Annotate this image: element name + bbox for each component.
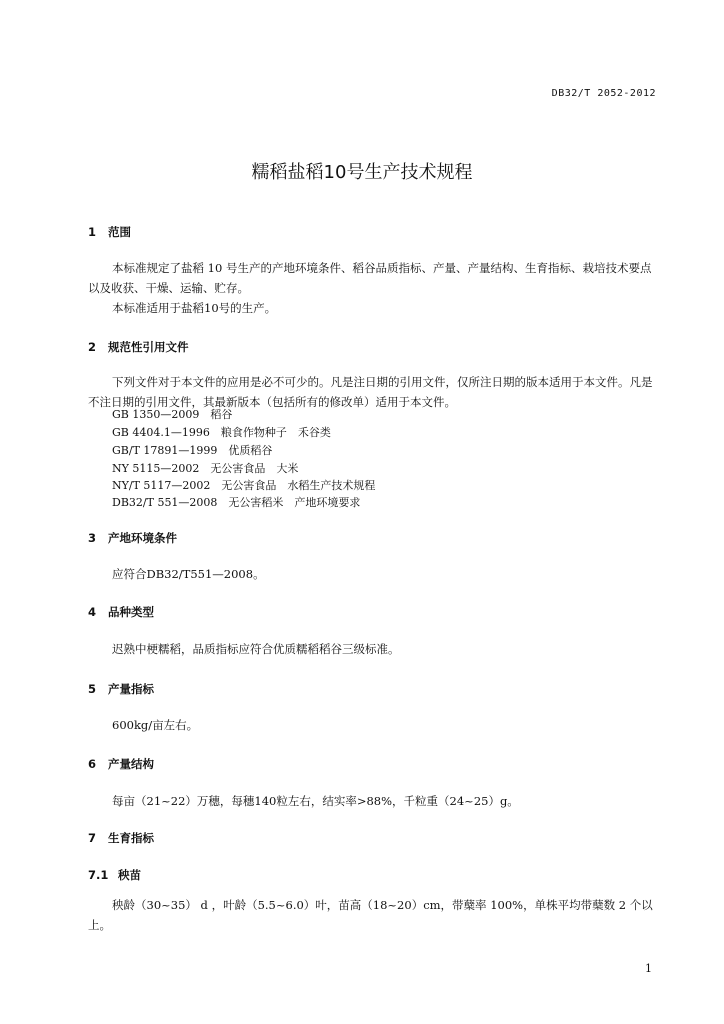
section-number: 1 [88,225,97,239]
section-number: 6 [88,757,97,771]
document-title: 糯稻盐稻10号生产技术规程 [251,162,473,183]
document-code: DB32/T 2052-2012 [551,88,656,99]
section-1-heading [88,224,131,240]
reference-item: NY 5115—2002 无公害食品 大米 [112,462,299,475]
section-6-heading [88,756,154,772]
reference-item: DB32/T 551—2008 无公害稻米 产地环境要求 [112,496,361,509]
section-2-heading [88,339,189,355]
section-number: 5 [88,682,97,696]
reference-item: GB 4404.1—1996 粮食作物种子 禾谷类 [112,426,331,439]
page-number: 1 [645,962,652,975]
section-1-paragraph-2: 本标准适用于盐稻10号的生产。 [112,301,277,315]
section-7-1-heading [88,867,141,883]
section-title: 生育指标 [108,831,154,845]
section-number: 7 [88,831,97,845]
section-title: 规范性引用文件 [108,340,189,354]
section-5-heading [88,681,154,697]
reference-item: GB 1350—2009 稻谷 [112,408,233,421]
section-6-paragraph-1: 每亩（21~22）万穗，每穗140粒左右，结实率>88%，千粒重（24~25）g。 [112,794,519,808]
section-title: 产量结构 [108,757,154,771]
section-title: 品种类型 [108,605,154,619]
section-title: 产量指标 [108,682,154,696]
section-4-paragraph-1: 迟熟中梗糯稻，品质指标应符合优质糯稻稻谷三级标准。 [112,642,400,656]
section-1-paragraph-1: 本标准规定了盐稻 10 号生产的产地环境条件、稻谷品质指标、产量、产量结构、生育指标、栽培技术要点以及收获、干燥、运输、贮存。 [88,261,652,295]
section-5-paragraph-1: 600kg/亩左右。 [112,718,199,732]
section-7-1-paragraph-1: 秧龄（30~35） d ，叶龄（5.5~6.0）叶，苗高（18~20）cm，带蘖率 100%，单株平均带蘖数 2 个以上。 [88,898,653,932]
section-number: 7.1 [88,868,109,882]
section-number: 2 [88,340,97,354]
section-2-paragraph-1: 下列文件对于本文件的应用是必不可少的。凡是注日期的引用文件，仅所注日期的版本适用于本文件。凡是不注日期的引用文件，其最新版本（包括所有的修改单）适用于本文件。 [88,375,653,409]
section-number: 4 [88,605,97,619]
section-3-heading [88,530,177,546]
section-title: 产地环境条件 [108,531,177,545]
reference-item: NY/T 5117—2002 无公害食品 水稻生产技术规程 [112,479,376,492]
section-7-heading [88,830,154,846]
section-title: 秧苗 [118,868,141,882]
section-title: 范围 [108,225,131,239]
section-3-paragraph-1: 应符合DB32/T551—2008。 [112,567,265,581]
reference-item: GB/T 17891—1999 优质稻谷 [112,444,273,457]
section-number: 3 [88,531,97,545]
section-4-heading [88,604,154,620]
